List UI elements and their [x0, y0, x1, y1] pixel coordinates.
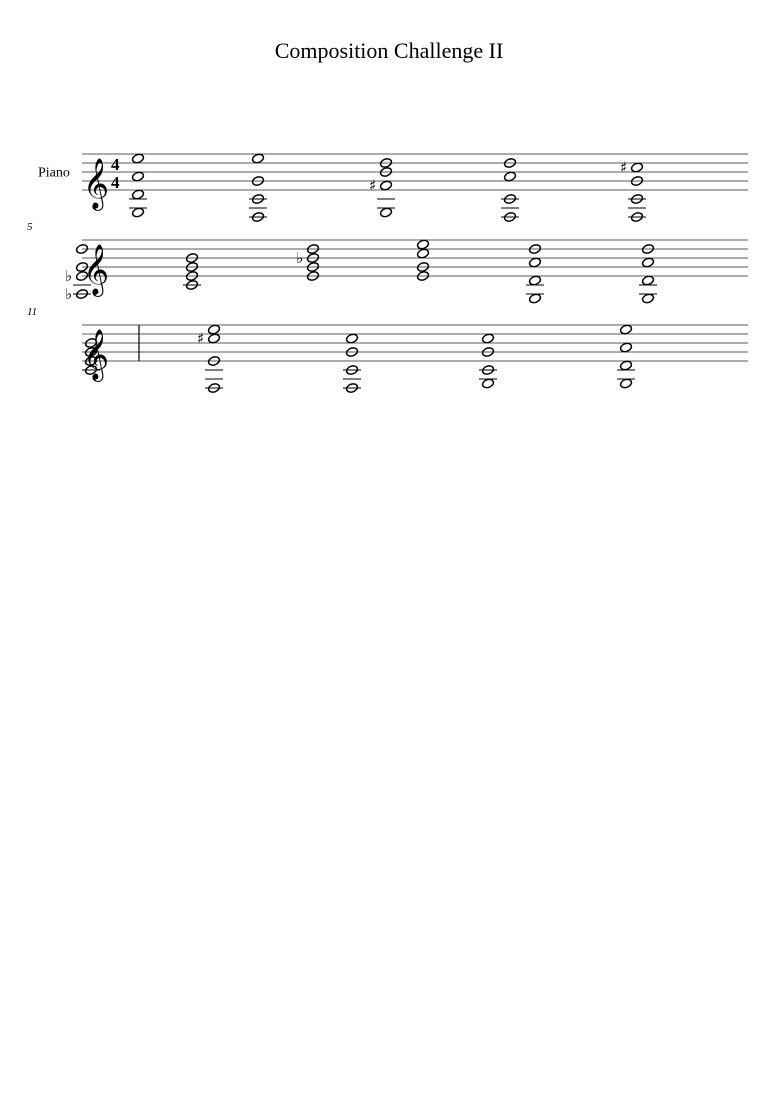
whole-note	[251, 153, 264, 164]
whole-note	[630, 162, 643, 173]
sharp-icon: ♯	[369, 176, 377, 195]
whole-note	[641, 293, 654, 304]
whole-note	[207, 324, 220, 335]
whole-note	[131, 171, 144, 182]
score-title: Composition Challenge II	[274, 38, 504, 63]
treble-clef-icon: 𝄞	[83, 244, 110, 295]
flat-icon: ♭	[65, 267, 73, 285]
time-signature-numerator: 4	[111, 155, 120, 174]
whole-note	[619, 342, 632, 353]
flat-icon: ♭	[65, 285, 73, 303]
whole-note	[379, 207, 392, 218]
whole-note	[481, 378, 494, 389]
sharp-icon: ♯	[197, 329, 205, 348]
whole-note	[641, 257, 654, 268]
whole-note	[641, 275, 654, 286]
whole-note	[131, 153, 144, 164]
whole-note	[207, 333, 220, 344]
whole-note	[528, 275, 541, 286]
whole-note	[503, 171, 516, 182]
whole-note	[528, 257, 541, 268]
instrument-name: Piano	[38, 165, 70, 181]
time-signature-denominator: 4	[111, 173, 120, 192]
whole-note	[528, 293, 541, 304]
whole-note	[379, 180, 392, 191]
sharp-icon: ♯	[620, 158, 628, 177]
whole-note	[481, 333, 494, 344]
whole-note	[131, 189, 144, 200]
whole-note	[619, 378, 632, 389]
whole-note	[619, 324, 632, 335]
measure-number: 5	[27, 221, 33, 233]
treble-clef-icon: 𝄞	[83, 158, 110, 209]
whole-note	[619, 360, 632, 371]
treble-clef-icon: 𝄞	[83, 329, 110, 380]
whole-note	[345, 333, 358, 344]
flat-icon: ♭	[296, 249, 304, 267]
whole-note	[416, 248, 429, 259]
measure-number: 11	[27, 306, 38, 318]
whole-note	[416, 239, 429, 250]
whole-note	[131, 207, 144, 218]
